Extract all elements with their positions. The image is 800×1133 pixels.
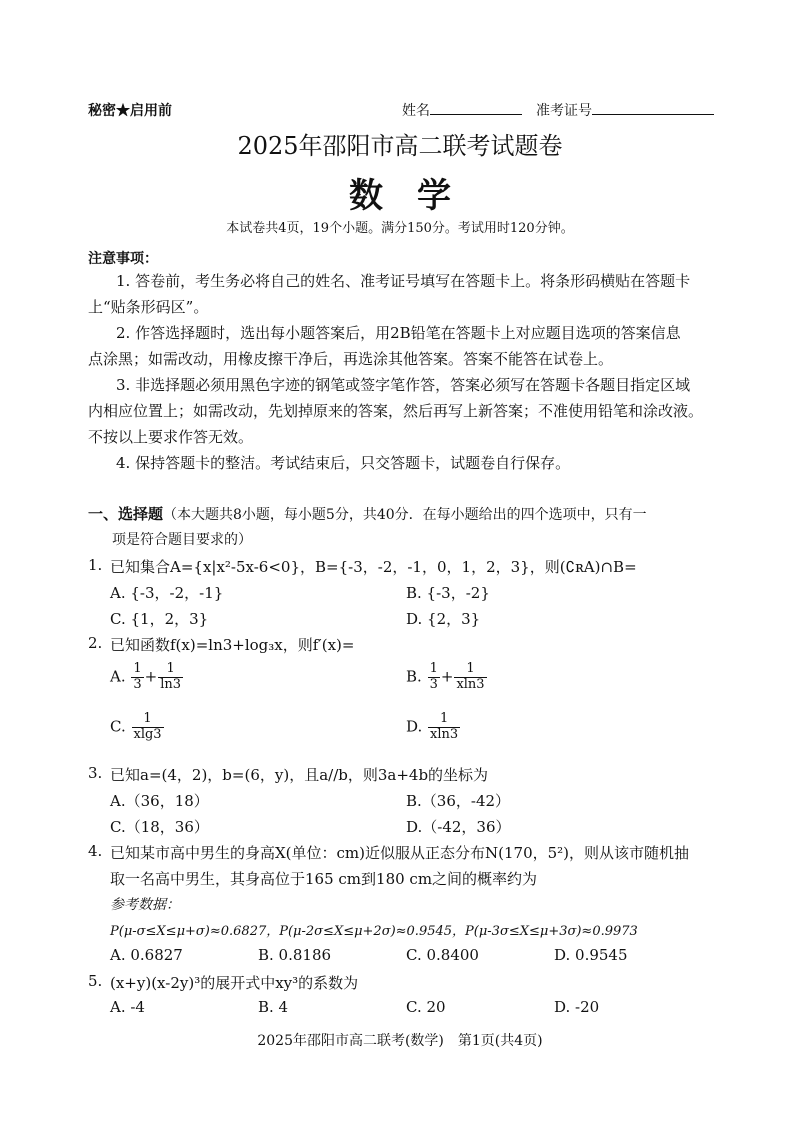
confidential-label: 秘密★启用前: [88, 103, 172, 119]
note-line: 2. 作答选择题时，选出每小题答案后，用2B铅笔在答题卡上对应题目选项的答案信息: [116, 324, 681, 342]
fraction: $\frac{1}{xln3}$: [456, 661, 485, 692]
note-line: 上“贴条形码区”。: [88, 298, 209, 316]
q3-stem: 已知a=(4，2)，b=(6，y)，且a//b，则3a+4b的坐标为: [110, 766, 489, 784]
note-line: 4. 保持答题卡的整洁。考试结束后，只交答题卡，试题卷自行保存。: [116, 454, 571, 472]
fraction: $\frac{1}{xln3}$: [430, 711, 459, 742]
q2-number: 2.: [88, 634, 103, 652]
q1-option-a: A. {-3，-2，-1}: [110, 584, 224, 602]
q5-number: 5.: [88, 972, 103, 990]
name-label: 姓名: [402, 103, 430, 119]
section-heading: [88, 503, 647, 524]
q5-option-a: A. -4: [110, 998, 145, 1016]
q4-option-b: B. 0.8186: [258, 946, 332, 964]
q3-option-b: B.（36，-42）: [406, 792, 511, 810]
notes-heading: 注意事项：: [88, 251, 158, 267]
q1-option-b: B. {-3，-2}: [406, 584, 490, 602]
q5-stem: (x+y)(x-2y)³的展开式中xy³的系数为: [110, 974, 359, 992]
q4-option-c: C. 0.8400: [406, 946, 479, 964]
q1-stem: 已知集合A={x|x²-5x-6<0}，B={-3，-2，-1，0，1，2，3}，则(∁ʀA)∩B=: [110, 558, 637, 576]
q1-option-d: D. {2，3}: [406, 610, 481, 628]
q2-stem: 已知函数f(x)=ln3+log₃x，则f′(x)=: [110, 636, 355, 654]
q3-option-a: A.（36，18）: [110, 792, 209, 810]
section-desc: （本大题共8小题，每小题5分，共40分．在每小题给出的四个选项中，只有一: [163, 507, 647, 523]
q4-reference-data: P(μ-σ≤X≤μ+σ)≈0.6827，P(μ-2σ≤X≤μ+2σ)≈0.9545，P(μ-3σ≤X≤μ+3σ)≈0.9973: [110, 924, 638, 939]
q5-option-c: C. 20: [406, 998, 446, 1016]
q4-reference-label: 参考数据：: [110, 897, 180, 913]
q3-option-c: C.（18，36）: [110, 818, 209, 836]
fraction: $\frac{1}{3}$: [429, 661, 438, 692]
q3-option-d: D.（-42，36）: [406, 818, 511, 836]
q4-stem: 已知某市高中男生的身高X(单位：cm)近似服从正态分布N(170，5²)，则从该市随机抽: [110, 844, 690, 862]
fraction: $\frac{1}{\ln 3}$: [160, 661, 182, 692]
page-footer: 2025年邵阳市高二联考(数学) 第1页(共4页): [257, 1033, 543, 1049]
note-line: 点涂黑；如需改动，用橡皮擦干净后，再选涂其他答案。答案不能答在试卷上。: [88, 350, 614, 368]
note-line: 1. 答卷前，考生务必将自己的姓名、准考证号填写在答题卡上。将条形码横贴在答题卡: [116, 272, 691, 290]
q2-option-b: B. $\frac{1}{3}$ + $\frac{1}{xln3}$: [406, 661, 485, 692]
fraction: $\frac{1}{3}$: [133, 661, 142, 692]
q5-option-d: D. -20: [554, 998, 600, 1016]
exam-info: 本试卷共4页，19个小题。满分150分。考试用时120分钟。: [226, 221, 574, 236]
note-line: 3. 非选择题必须用黑色字迹的钢笔或签字笔作答，答案必须写在答题卡各题目指定区域: [116, 376, 691, 394]
section-desc-cont: 项是符合题目要求的）: [112, 532, 252, 548]
q2-option-c: C. $\frac{1}{xlg3}$: [110, 711, 162, 742]
q4-option-a: A. 0.6827: [110, 946, 183, 964]
note-line: 内相应位置上；如需改动，先划掉原来的答案，然后再写上新答案；不准使用铅笔和涂改液。: [88, 402, 704, 420]
q5-option-b: B. 4: [258, 998, 289, 1016]
q1-number: 1.: [88, 556, 103, 574]
note-line: 不按以上要求作答无效。: [88, 428, 254, 446]
exam-id-label: 准考证号: [536, 103, 592, 119]
exam-title: 2025年邵阳市高二联考试题卷: [237, 132, 563, 160]
fraction: $\frac{1}{xlg3}$: [133, 711, 162, 742]
q4-option-d: D. 0.9545: [554, 946, 628, 964]
exam-id-field[interactable]: [536, 100, 714, 120]
name-field[interactable]: [402, 100, 522, 120]
q2-option-d: D. $\frac{1}{xln3}$: [406, 711, 459, 742]
q2-option-a: A. $\frac{1}{3}$ + $\frac{1}{\ln 3}$: [110, 661, 182, 692]
subject-title: 数 学: [349, 176, 451, 216]
q1-option-c: C. {1，2，3}: [110, 610, 209, 628]
q3-number: 3.: [88, 764, 103, 782]
section-title: 一、选择题: [88, 505, 164, 523]
q4-stem-cont: 取一名高中男生，其身高位于165 cm到180 cm之间的概率约为: [110, 870, 538, 888]
q4-number: 4.: [88, 842, 103, 860]
